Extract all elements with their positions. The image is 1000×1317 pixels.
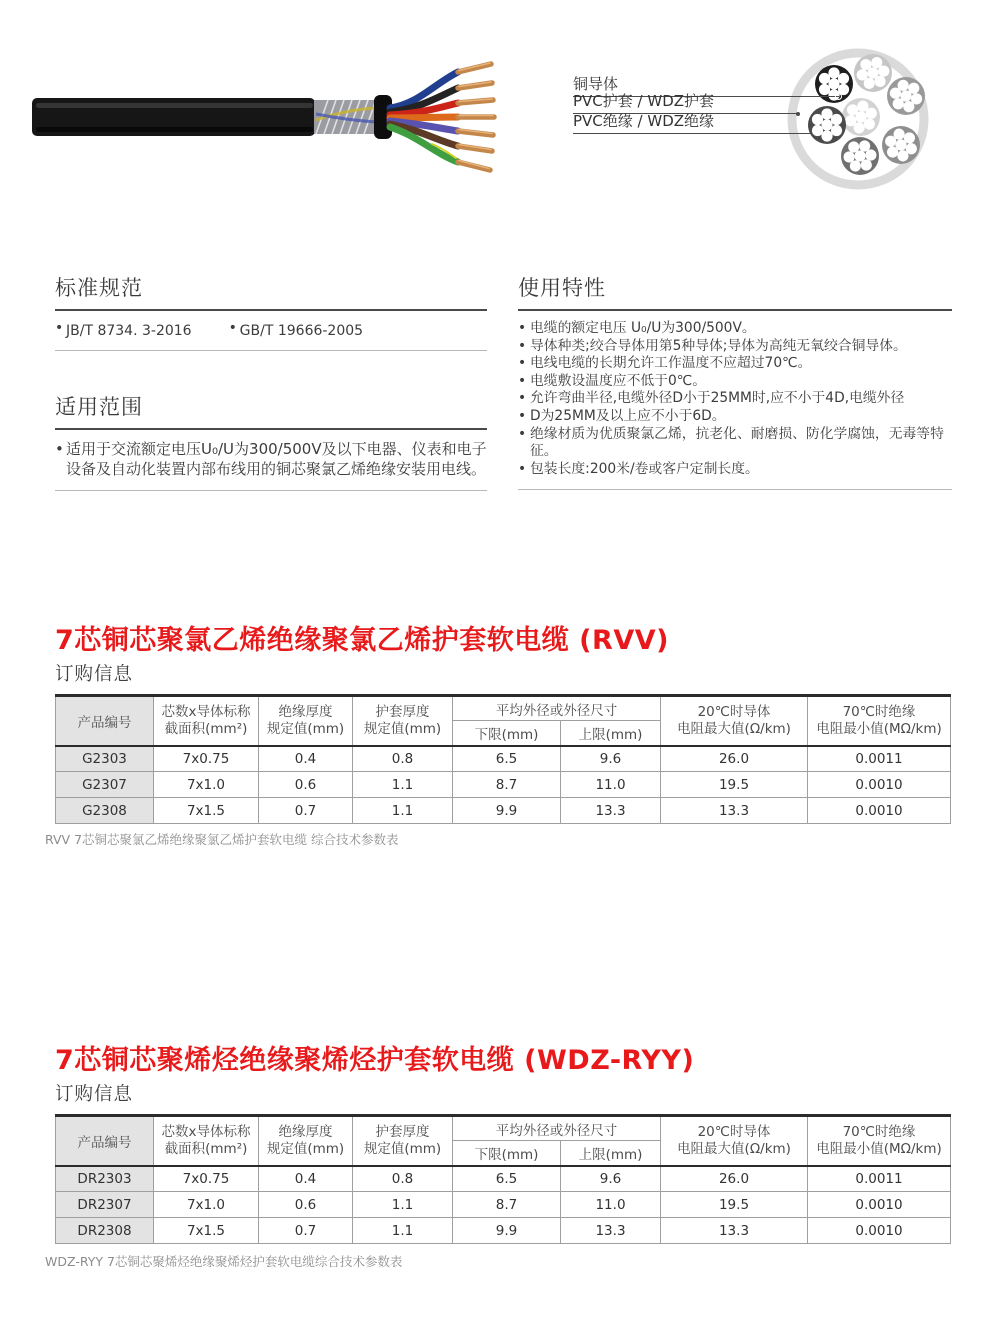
usage-item: • 导体种类;绞合导体用第5种导体;导体为高纯无氧绞合铜导体。	[518, 338, 952, 356]
cable-photo	[28, 58, 498, 188]
usage-item: • 电线电缆的长期允许工作温度不应超过70℃。	[518, 355, 952, 373]
section-usage	[518, 272, 952, 490]
col-header-sheath: 护套厚度 规定值(mm)	[353, 696, 453, 746]
standard-item: • JB/T 8734. 3-2016	[55, 323, 192, 339]
table-cell: 0.0010	[808, 772, 951, 798]
col-header-od-group: 平均外径或外径尺寸	[453, 1116, 661, 1141]
col-header-resistance: 20℃时导体 电阻最大值(Ω/km)	[661, 1116, 808, 1166]
table-cell: 26.0	[661, 746, 808, 772]
diagram-label-text: 铜导体	[573, 75, 619, 93]
section-title-usage: 使用特性	[518, 272, 952, 311]
table-cell: 0.8	[353, 746, 453, 772]
usage-list	[518, 320, 952, 478]
table-cell: 1.1	[353, 1218, 453, 1244]
table-cell: 11.0	[561, 772, 661, 798]
product-code-cell: DR2303	[56, 1166, 154, 1192]
table-cell: 0.8	[353, 1166, 453, 1192]
rvv-spec-table-wrap	[55, 694, 951, 824]
usage-item: • 绝缘材质为优质聚氯乙烯，抗老化、耐磨损、防化学腐蚀，无毒等特征。	[518, 426, 952, 461]
section-scope	[55, 391, 487, 491]
wdz-table-caption: WDZ-RYY 7芯铜芯聚烯烃绝缘聚烯烃护套软电缆综合技术参数表	[45, 1254, 403, 1269]
table-row	[56, 772, 951, 798]
table-cell: 13.3	[661, 1218, 808, 1244]
table-cell: 9.9	[453, 1218, 561, 1244]
col-header-od-max: 上限(mm)	[561, 721, 661, 746]
wdz-table-body	[56, 1166, 951, 1244]
table-cell: 19.5	[661, 1192, 808, 1218]
table-cell: 11.0	[561, 1192, 661, 1218]
product-code-cell: G2308	[56, 798, 154, 824]
scope-text: • 适用于交流额定电压U₀/U为300/500V及以下电器、仪表和电子设备及自动化装置内部布线用的铜芯聚氯乙烯绝缘安装用电线。	[55, 439, 487, 479]
table-cell: 1.1	[353, 1192, 453, 1218]
col-header-od-min: 下限(mm)	[453, 721, 561, 746]
diagram-label-text: PVC护套 / WDZ护套	[573, 92, 715, 110]
col-header-od-max: 上限(mm)	[561, 1141, 661, 1166]
table-cell: 6.5	[453, 746, 561, 772]
table-cell: 0.6	[259, 772, 353, 798]
scope-body	[55, 430, 487, 490]
col-header-resistance: 20℃时导体 电阻最大值(Ω/km)	[661, 696, 808, 746]
table-row	[56, 1192, 951, 1218]
table-cell: 0.0010	[808, 1218, 951, 1244]
section-standards	[55, 272, 487, 351]
product-code-cell: DR2307	[56, 1192, 154, 1218]
standard-item: • GB/T 19666-2005	[229, 323, 363, 339]
ordering-info-heading: 订购信息	[55, 1084, 134, 1105]
col-header-cores: 芯数x导体标称 截面积(mm²)	[154, 1116, 259, 1166]
col-header-od-min: 下限(mm)	[453, 1141, 561, 1166]
section-title-standards: 标准规范	[55, 272, 487, 311]
table-cell: 8.7	[453, 772, 561, 798]
divider	[55, 350, 487, 351]
table-cell: 26.0	[661, 1166, 808, 1192]
divider	[518, 489, 952, 490]
table-cell: 9.6	[561, 1166, 661, 1192]
diagram-label-insulation	[573, 109, 812, 134]
wdz-spec-table	[55, 1114, 951, 1244]
col-header-product-code: 产品编号	[56, 696, 154, 746]
table-cell: 13.3	[661, 798, 808, 824]
col-header-product-code: 产品编号	[56, 1116, 154, 1166]
table-cell: 0.6	[259, 1192, 353, 1218]
table-cell: 0.0010	[808, 1192, 951, 1218]
col-header-insulation-resistance: 70℃时绝缘 电阻最小值(MΩ/km)	[808, 1116, 951, 1166]
table-cell: 7x1.5	[154, 1218, 259, 1244]
table-cell: 8.7	[453, 1192, 561, 1218]
table-cell: 7x1.0	[154, 1192, 259, 1218]
product-title-wdz-ryy: 7芯铜芯聚烯烃绝缘聚烯烃护套软电缆 (WDZ-RYY)	[55, 1045, 695, 1076]
table-cell: 7x0.75	[154, 1166, 259, 1192]
col-header-od-group: 平均外径或外径尺寸	[453, 696, 661, 721]
col-header-insulation-resistance: 70℃时绝缘 电阻最小值(MΩ/km)	[808, 696, 951, 746]
standards-list	[55, 311, 487, 350]
table-cell: 0.0010	[808, 798, 951, 824]
usage-item: • 电缆敷设温度应不低于0℃。	[518, 373, 952, 391]
table-cell: 6.5	[453, 1166, 561, 1192]
product-code-cell: DR2308	[56, 1218, 154, 1244]
col-header-sheath: 护套厚度 规定值(mm)	[353, 1116, 453, 1166]
product-title-rvv: 7芯铜芯聚氯乙烯绝缘聚氯乙烯护套软电缆 (RVV)	[55, 625, 669, 656]
table-cell: 7x1.5	[154, 798, 259, 824]
usage-body	[518, 311, 952, 489]
table-cell: 0.4	[259, 1166, 353, 1192]
table-cell: 7x1.0	[154, 772, 259, 798]
table-cell: 0.0011	[808, 746, 951, 772]
rvv-spec-table	[55, 694, 951, 824]
usage-item: • D为25MM及以上应不小于6D。	[518, 408, 952, 426]
table-cell: 0.0011	[808, 1166, 951, 1192]
col-header-insulation: 绝缘厚度 规定值(mm)	[259, 1116, 353, 1166]
col-header-insulation: 绝缘厚度 规定值(mm)	[259, 696, 353, 746]
ordering-info-heading: 订购信息	[55, 664, 134, 685]
table-row	[56, 1166, 951, 1192]
usage-item: • 包装长度:200米/卷或客户定制长度。	[518, 461, 952, 479]
table-cell: 13.3	[561, 798, 661, 824]
table-cell: 9.9	[453, 798, 561, 824]
divider	[55, 490, 487, 491]
table-cell: 1.1	[353, 772, 453, 798]
rvv-table-body	[56, 746, 951, 824]
table-cell: 13.3	[561, 1218, 661, 1244]
col-header-cores: 芯数x导体标称 截面积(mm²)	[154, 696, 259, 746]
table-cell: 19.5	[661, 772, 808, 798]
product-code-cell: G2303	[56, 746, 154, 772]
table-cell: 0.4	[259, 746, 353, 772]
wdz-spec-table-wrap	[55, 1114, 951, 1244]
usage-item: • 允许弯曲半径,电缆外径D小于25MM时,应不小于4D,电缆外径	[518, 390, 952, 408]
rvv-table-caption: RVV 7芯铜芯聚氯乙烯绝缘聚氯乙烯护套软电缆 综合技术参数表	[45, 832, 399, 847]
table-cell: 1.1	[353, 798, 453, 824]
diagram-label-text: PVC绝缘 / WDZ绝缘	[573, 112, 715, 130]
product-code-cell: G2307	[56, 772, 154, 798]
table-cell: 0.7	[259, 798, 353, 824]
table-row	[56, 746, 951, 772]
table-cell: 9.6	[561, 746, 661, 772]
table-row	[56, 1218, 951, 1244]
table-cell: 7x0.75	[154, 746, 259, 772]
section-title-scope: 适用范围	[55, 391, 487, 430]
table-cell: 0.7	[259, 1218, 353, 1244]
table-row	[56, 798, 951, 824]
usage-item: • 电缆的额定电压 U₀/U为300/500V。	[518, 320, 952, 338]
